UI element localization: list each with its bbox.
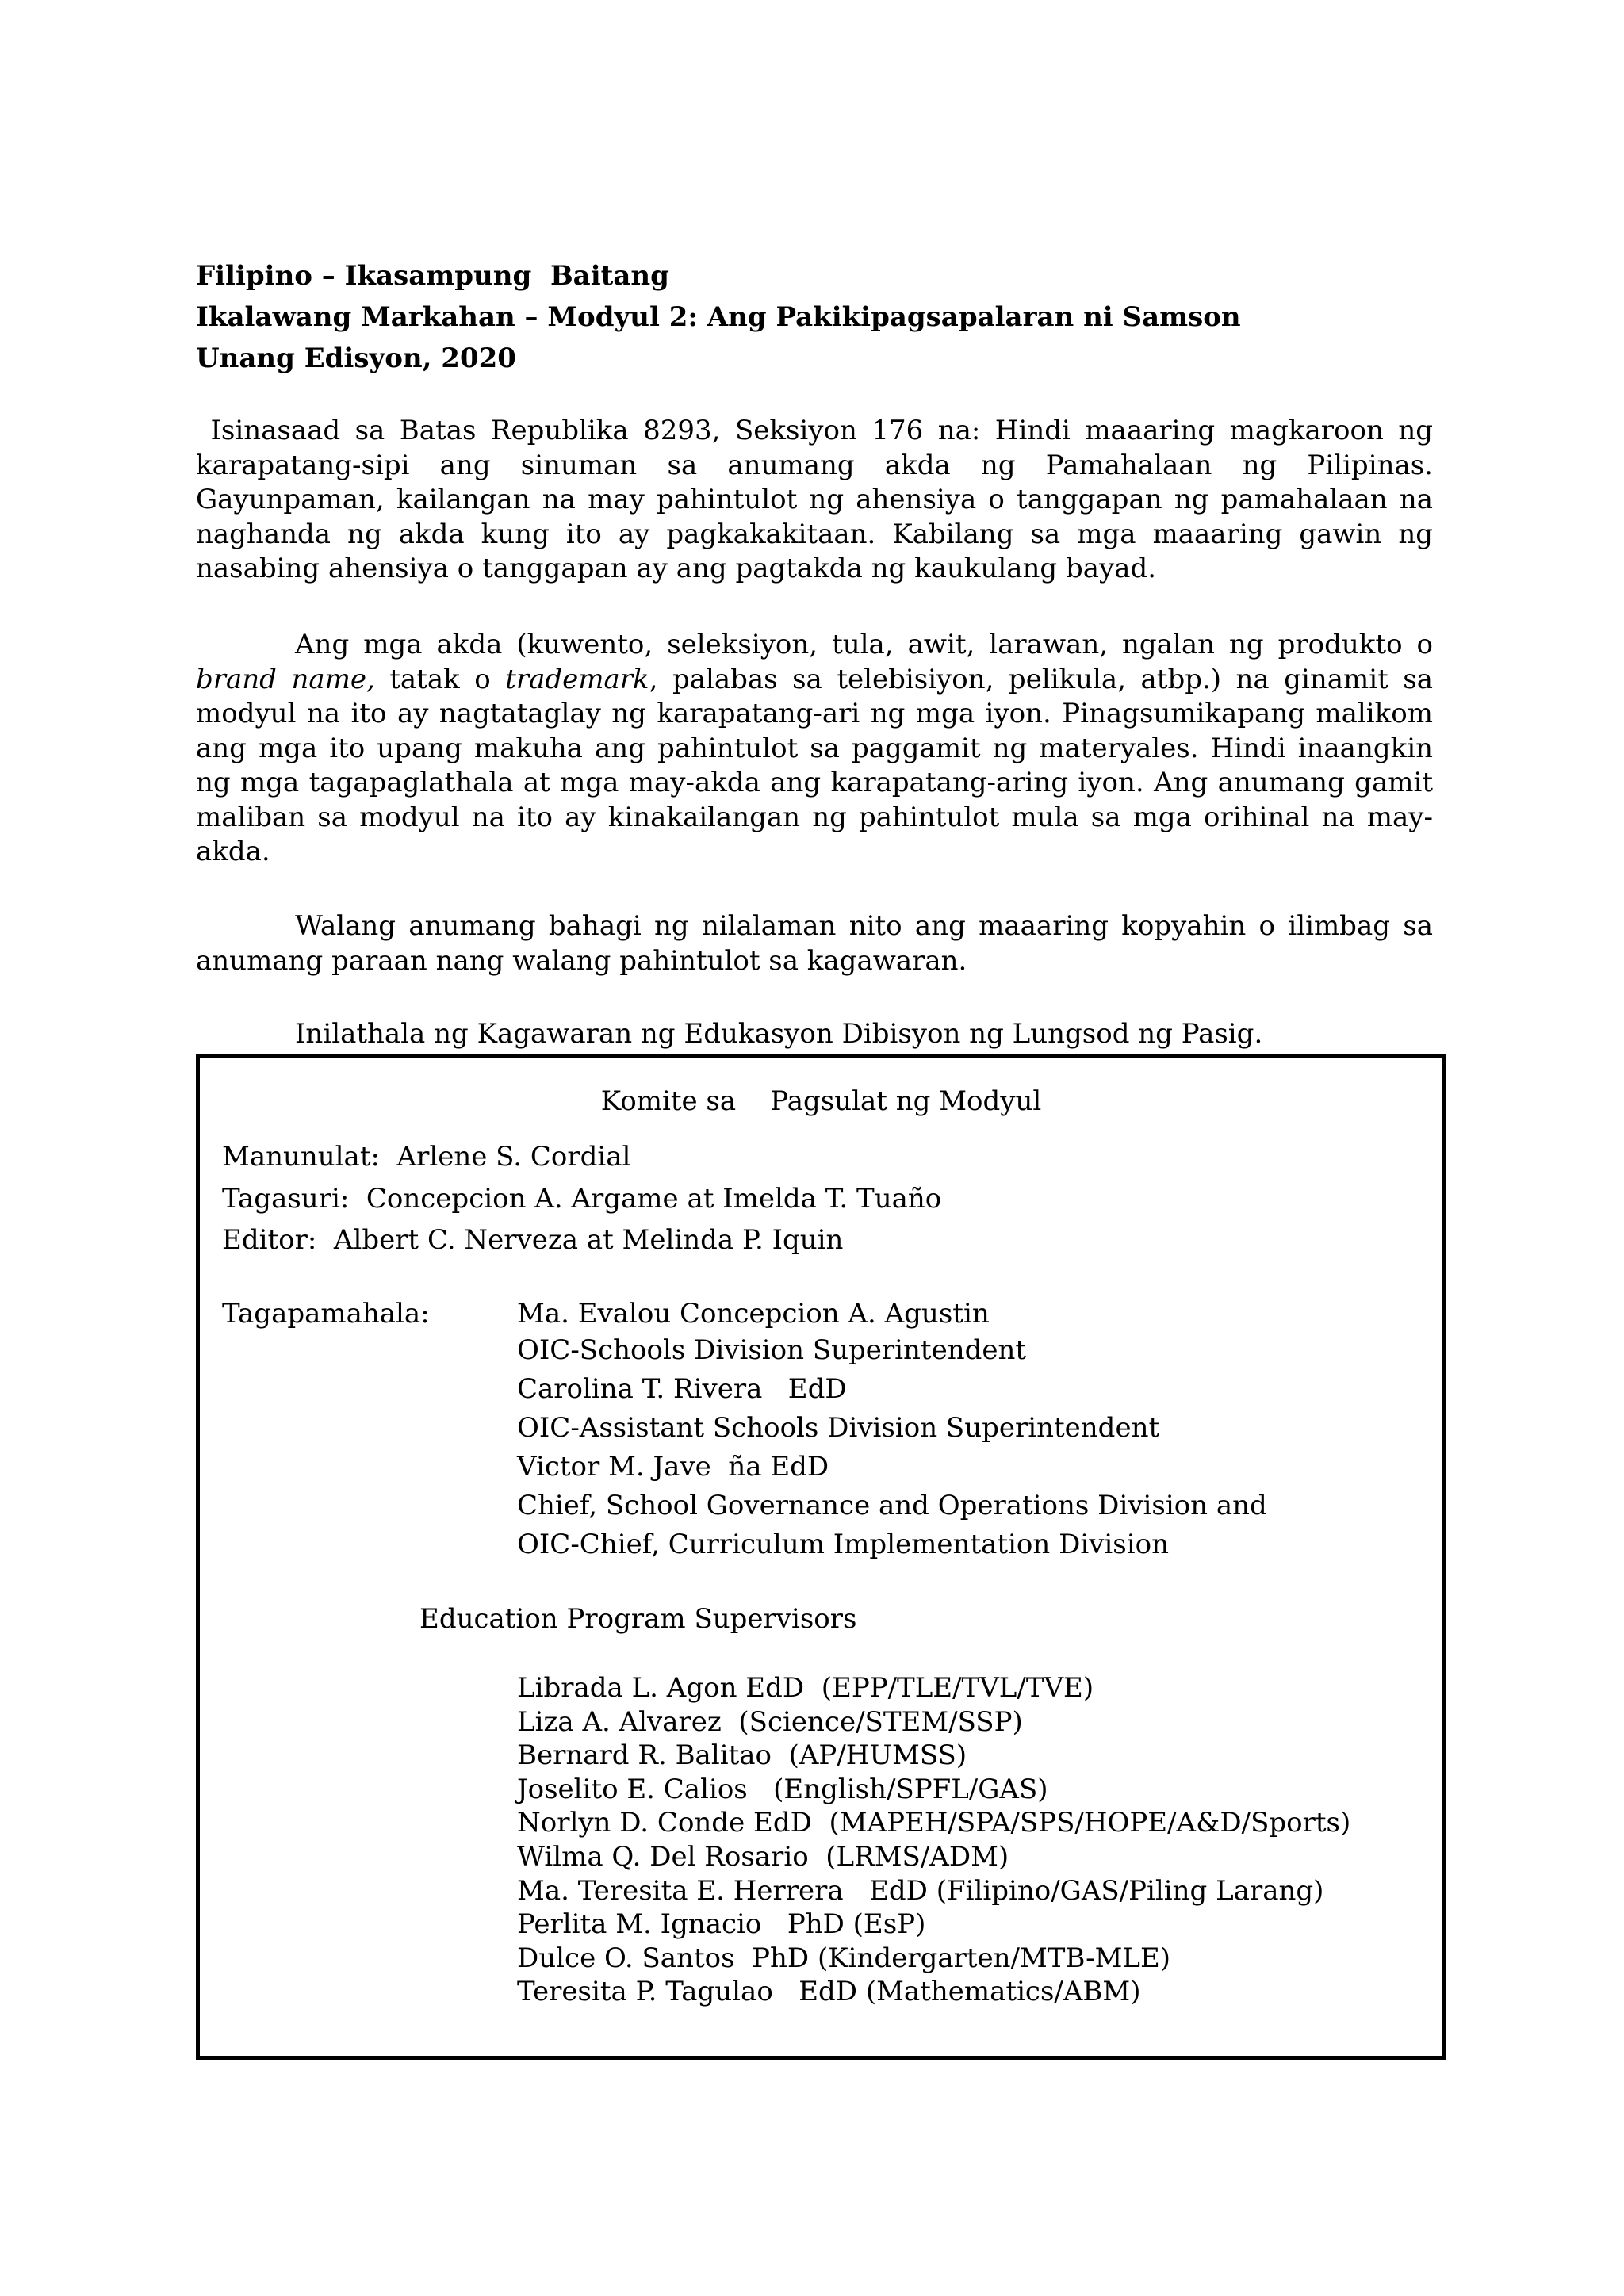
- paragraph-line: naghanda ng akda kung ito ay pagkakakitaan. Kabilang sa mga maaaring gawin ng: [196, 518, 1433, 550]
- document-header: [196, 255, 1433, 379]
- eps-line: Bernard R. Balitao (AP/HUMSS): [517, 1739, 967, 1772]
- paragraph-line: anumang paraan nang walang pahintulot sa kagawaran.: [196, 944, 967, 977]
- manager-line: Carolina T. Rivera EdD: [517, 1373, 847, 1405]
- committee-title: Komite sa Pagsulat ng Modyul: [600, 1085, 1042, 1117]
- eps-line: Perlita M. Ignacio PhD (EsP): [517, 1908, 926, 1941]
- paragraph-line: [196, 628, 1433, 663]
- subject-title: Filipino – Ikasampung Baitang: [196, 260, 669, 292]
- italic-trademark: trademark: [505, 663, 649, 695]
- paragraph-text: , palabas sa telebisiyon, pelikula, atbp.) na ginamit sa: [649, 663, 1433, 695]
- reproduction-paragraph: [196, 909, 1433, 978]
- eps-title: Education Program Supervisors: [419, 1603, 857, 1635]
- writer-line: Manunulat: Arlene S. Cordial: [222, 1141, 631, 1173]
- eps-line: Dulce O. Santos PhD (Kindergarten/MTB-MLE): [517, 1942, 1171, 1974]
- reviewer-line: Tagasuri: Concepcion A. Argame at Imelda T. Tuaño: [222, 1183, 942, 1215]
- eps-list: [517, 1671, 1350, 2009]
- paragraph-line: Isinasaad sa Batas Republika 8293, Seksiyon 176 na: Hindi maaaring magkaroon ng: [196, 415, 1433, 446]
- eps-line: Liza A. Alvarez (Science/STEM/SSP): [517, 1705, 1023, 1738]
- paragraph-line: karapatang-sipi ang sinuman sa anumang akda ng Pamahalaan ng Pilipinas.: [196, 449, 1433, 481]
- manager-line: Ma. Evalou Concepcion A. Agustin: [517, 1298, 990, 1330]
- paragraph-line: modyul na ito ay nagtataglay ng karapatang-ari ng mga iyon. Pinagsumikapang malikom: [196, 698, 1433, 729]
- paragraph-line: Gayunpaman, kailangan na may pahintulot ng ahensiya o tanggapan ng pamahalaan na: [196, 484, 1433, 515]
- paragraph-text: tatak o: [374, 663, 506, 695]
- paragraph-line: [196, 909, 1433, 944]
- italic-brand-name: brand name,: [196, 663, 375, 695]
- paragraph-line: maliban sa modyul na ito ay kinakailangan ng pahintulot mula sa mga orihinal na may-: [196, 801, 1433, 833]
- managers-list: [517, 1296, 1267, 1564]
- editor-line: Editor: Albert C. Nerveza at Melinda P. Iquin: [222, 1224, 844, 1256]
- eps-line: Joselito E. Calios (English/SPFL/GAS): [517, 1773, 1048, 1805]
- manager-line: Victor M. Jave ña EdD: [517, 1451, 829, 1483]
- paragraph-line: ng mga tagapaglathala at mga may-akda ang karapatang-aring iyon. Ang anumang gamit: [196, 767, 1433, 798]
- eps-line: Librada L. Agon EdD (EPP/TLE/TVL/TVE): [517, 1672, 1094, 1704]
- manager-line: OIC-Assistant Schools Division Superintendent: [517, 1412, 1160, 1444]
- ownership-paragraph: [196, 628, 1433, 870]
- copyright-paragraph: [196, 414, 1433, 587]
- committee-box: [196, 1054, 1446, 2060]
- module-title: Ikalawang Markahan – Modyul 2: Ang Pakikipagsapalaran ni Samson: [196, 301, 1241, 333]
- paragraph-line: nasabing ahensiya o tanggapan ay ang pagtakda ng kaukulang bayad.: [196, 553, 1157, 584]
- paragraph-line: ang mga ito upang makuha ang pahintulot sa paggamit ng materyales. Hindi inaangkin: [196, 732, 1433, 764]
- edition-line: Unang Edisyon, 2020: [196, 342, 516, 374]
- managers-label: Tagapamahala:: [222, 1298, 430, 1330]
- paragraph-line: akda.: [196, 836, 270, 867]
- manager-line: OIC-Chief, Curriculum Implementation Division: [517, 1529, 1169, 1560]
- manager-line: OIC-Schools Division Superintendent: [517, 1334, 1027, 1366]
- publisher-line: Inilathala ng Kagawaran ng Edukasyon Dibisyon ng Lungsod ng Pasig.: [295, 1018, 1263, 1050]
- paragraph-text: Ang mga akda (kuwento, seleksiyon, tula, awit, larawan, ngalan ng produkto o: [295, 629, 1433, 660]
- manager-line: Chief, School Governance and Operations Division and: [517, 1490, 1267, 1521]
- paragraph-text: Walang anumang bahagi ng nilalaman nito ang maaaring kopyahin o ilimbag sa: [295, 910, 1433, 942]
- eps-line: Norlyn D. Conde EdD (MAPEH/SPA/SPS/HOPE/A&D/Sports): [517, 1807, 1351, 1839]
- eps-line: Teresita P. Tagulao EdD (Mathematics/ABM): [517, 1976, 1141, 2008]
- paragraph-line: [196, 663, 1433, 698]
- eps-line: Wilma Q. Del Rosario (LRMS/ADM): [517, 1840, 1009, 1873]
- eps-line: Ma. Teresita E. Herrera EdD (Filipino/GAS/Piling Larang): [517, 1874, 1324, 1907]
